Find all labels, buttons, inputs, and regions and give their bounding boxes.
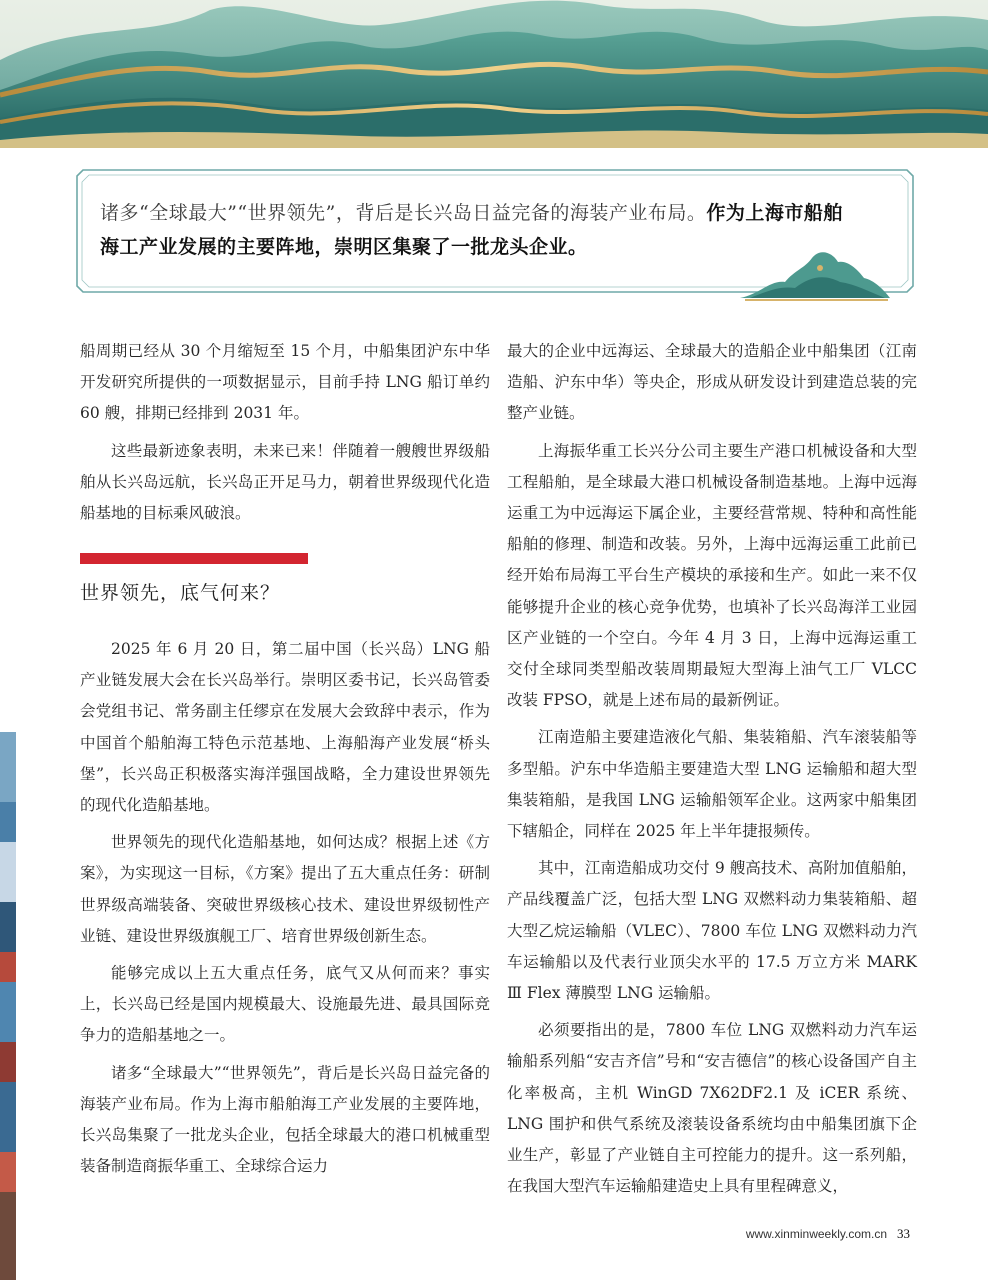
- paragraph: 江南造船主要建造液化气船、集装箱船、汽车滚装船等多型船。沪东中华造船主要建造大型 LNG 运输船和超大型集装箱船，是我国 LNG 运输船领军企业。这两家中船集团下辖船企，同样在 2025 年上半年捷报频传。: [507, 728, 917, 841]
- paragraph: 这些最新迹象表明，未来已来！伴随着一艘艘世界级船舶从长兴岛远航，长兴岛正开足马力，朝着世界级现代化造船基地的目标乘风破浪。: [80, 441, 490, 523]
- paragraph: 其中，江南造船成功交付 9 艘高技术、高附加值船舶，产品线覆盖广泛，包括大型 LNG 双燃料动力集装箱船、超大型乙烷运输船（VLEC）、7800 车位 LNG 双燃料动力汽车运输船以及代表行业顶尖水平的 17.5 万立方米 MARK Ⅲ Flex 薄膜型 LNG 运输船。: [507, 859, 917, 1003]
- paragraph: 诸多“全球最大”“世界领先”，背后是长兴岛日益完备的海装产业布局。作为上海市船舶海工产业发展的主要阵地，长兴岛集聚了一批龙头企业，包括全球最大的港口机械重型装备制造商振华重工、全球综合运力: [80, 1063, 490, 1176]
- footer-url: www.xinminweekly.com.cn: [745, 1227, 887, 1241]
- right-column: [507, 336, 917, 1208]
- paragraph: 上海振华重工长兴分公司主要生产港口机械设备和大型工程船舶，是全球最大港口机械设备制造基地。上海中远海运重工为中远海运下属企业，主要经营常规、特种和高性能船舶的修理、制造和改装。另外，上海中远海运重工此前已经开始布局海工平台生产模块的承接和生产。如此一来不仅能够提升企业的核心竞争优势，也填补了长兴岛海洋工业园区产业链的一个空白。今年 4 月 3 日，上海中远海运重工交付全球同类型船改装周期最短大型海上油气工厂 VLCC 改装 FPSO，就是上述布局的最新例证。: [507, 441, 917, 710]
- shipyard-photo-strip: [0, 732, 16, 1280]
- pull-quote-normal: 诸多“全球最大”“世界领先”，背后是长兴岛日益完备的海装产业布局。: [100, 202, 707, 224]
- page-number: 33: [897, 1226, 910, 1241]
- left-column-top: [80, 336, 490, 535]
- paragraph: 必须要指出的是，7800 车位 LNG 双燃料动力汽车运输船系列船“安吉齐信”号和“安吉德信”的核心设备国产自主化率极高，主机 WinGD 7X62DF2.1 及 iCER 系统、LNG 围护和供气系统及滚装设备系统均由中船集团旗下企业生产，彰显了产业链自主可控能力的提升。这一系列船，在我国大型汽车运输船建造史上具有里程碑意义，: [507, 1021, 917, 1196]
- header-banner-artwork: [0, 0, 988, 148]
- paragraph: 船周期已经从 30 个月缩短至 15 个月，中船集团沪东中华开发研究所提供的一项数据显示，目前手持 LNG 船订单约 60 艘，排期已经排到 2031 年。: [80, 342, 490, 423]
- pull-quote-bold: 作为上海市船舶海工产业发展的主要阵地，崇明区集聚了一批龙头企业。: [100, 202, 843, 258]
- landscape-illustration: [0, 0, 988, 148]
- paragraph: 2025 年 6 月 20 日，第二届中国（长兴岛）LNG 船产业链发展大会在长兴岛举行。崇明区委书记，长兴岛管委会党组书记、常务副主任缪京在发展大会致辞中表示，作为中国首个船舶海工特色示范基地、上海船海产业发展“桥头堡”，长兴岛正积极落实海洋强国战略，全力建设世界领先的现代化造船基地。: [80, 640, 490, 815]
- section-heading: 世界领先，底气何来？: [80, 582, 281, 604]
- mountain-illustration: [740, 240, 890, 302]
- left-column-bottom: [80, 634, 490, 1188]
- photo-edge: [0, 732, 16, 1280]
- paragraph: 世界领先的现代化造船基地，如何达成？根据上述《方案》，为实现这一目标，《方案》提出了五大重点任务：研制世界级高端装备、突破世界级核心技术、建设世界级韧性产业链、建设世界级旗舰工厂、培育世界级创新生态。: [80, 833, 490, 945]
- page-footer: [746, 1226, 910, 1242]
- section-accent-bar: [80, 553, 308, 564]
- paragraph: 最大的企业中远海运、全球最大的造船企业中船集团（江南造船、沪东中华）等央企，形成从研发设计到建造总装的完整产业链。: [507, 342, 917, 423]
- paragraph: 能够完成以上五大重点任务，底气又从何而来？事实上，长兴岛已经是国内规模最大、设施最先进、最具国际竞争力的造船基地之一。: [80, 964, 490, 1045]
